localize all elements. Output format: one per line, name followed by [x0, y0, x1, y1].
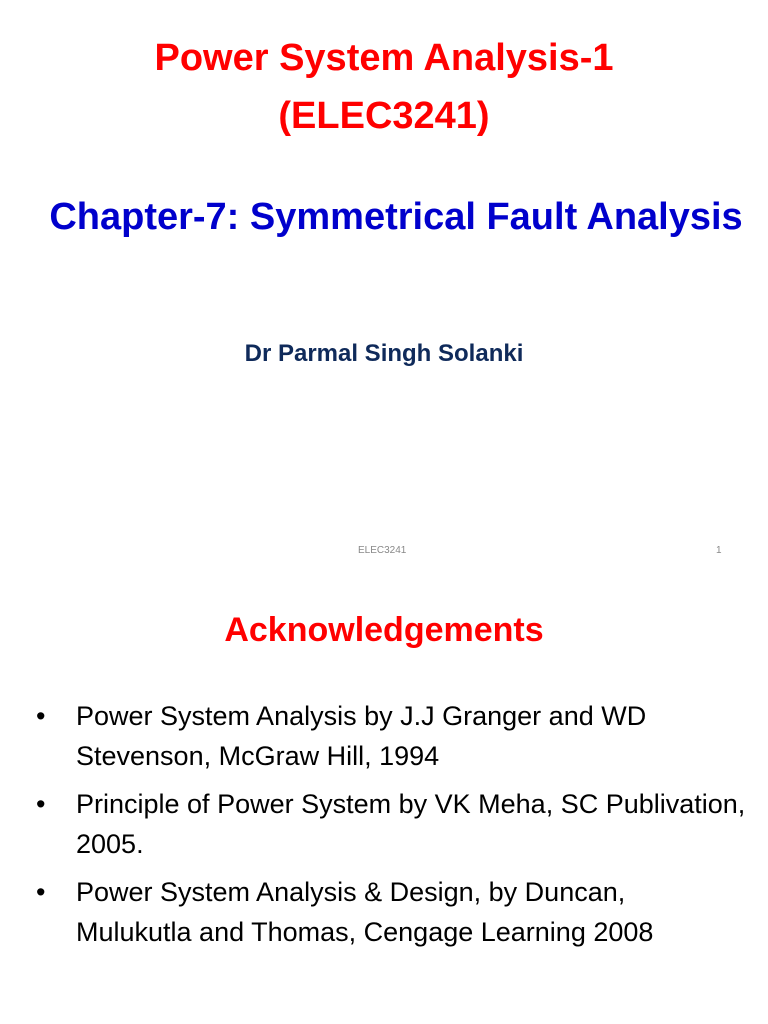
slide-footer-course: ELEC3241: [358, 545, 407, 556]
slide-2: [0, 576, 768, 1024]
reference-list: [36, 696, 746, 960]
reference-text: Power System Analysis by J.J Granger and WD Stevenson, McGraw Hill, 1994: [76, 701, 647, 771]
list-item: [36, 696, 746, 776]
course-title: Power System Analysis-1: [154, 37, 614, 79]
acknowledgements-title: Acknowledgements: [224, 611, 544, 649]
list-item: [36, 784, 746, 864]
reference-text: Power System Analysis & Design, by Duncan, Mulukutla and Thomas, Cengage Learning 2008: [76, 877, 654, 947]
list-item: [36, 872, 746, 952]
reference-text: Principle of Power System by VK Meha, SC Publivation, 2005.: [76, 789, 746, 859]
bullet-icon: •: [36, 701, 46, 731]
author-name: Dr Parmal Singh Solanki: [244, 340, 524, 367]
bullet-icon: •: [36, 877, 46, 907]
bullet-icon: •: [36, 789, 46, 819]
chapter-title: Chapter-7: Symmetrical Fault Analysis: [49, 196, 743, 238]
slide-page-number: 1: [716, 545, 722, 556]
course-code: (ELEC3241): [278, 95, 490, 137]
